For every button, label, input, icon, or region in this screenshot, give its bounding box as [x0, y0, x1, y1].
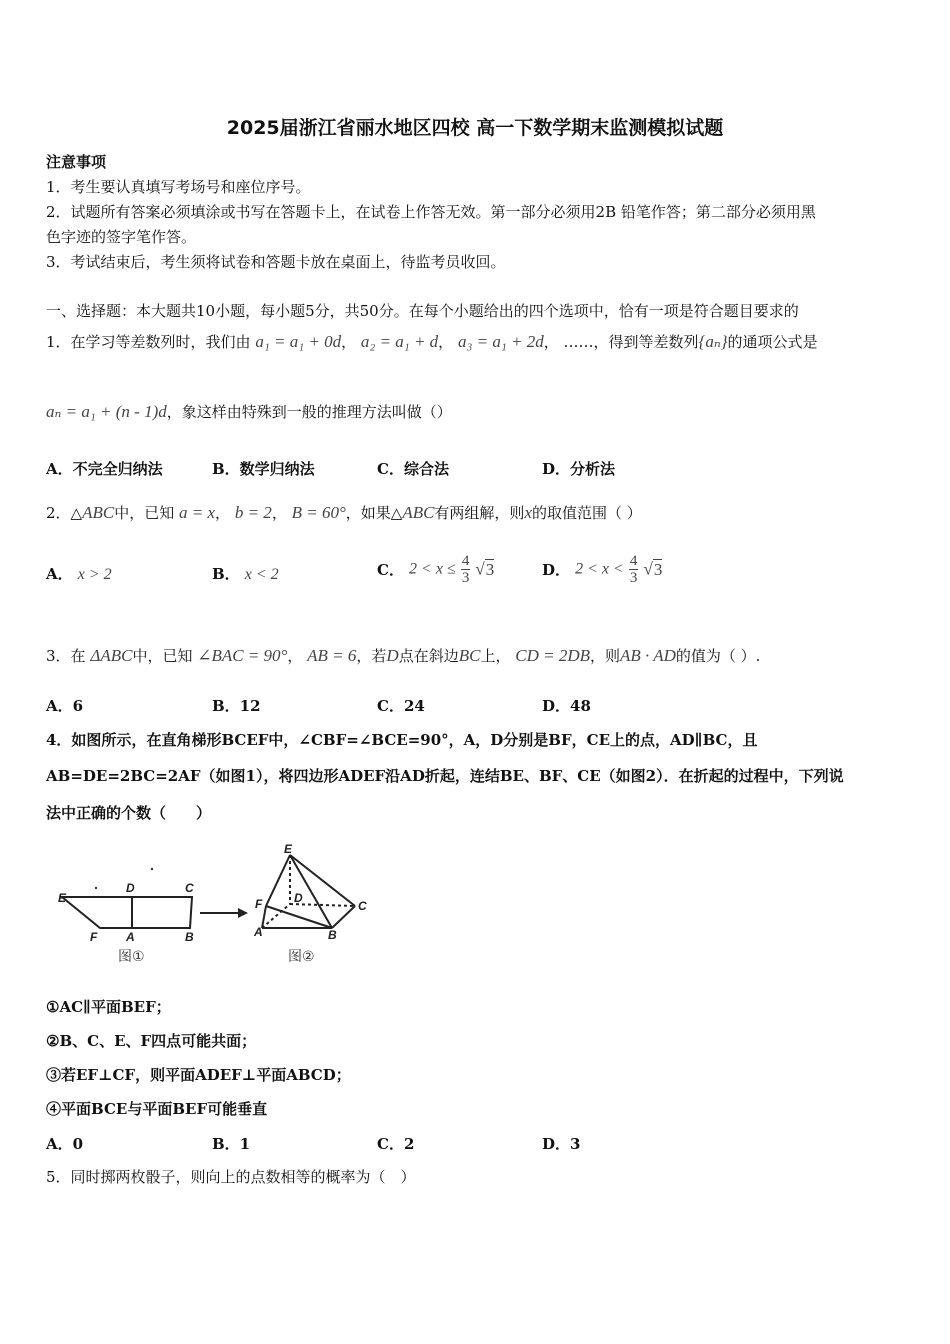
label-B: B [185, 930, 194, 944]
question-text: 有两组解，则 [434, 504, 525, 522]
separator: ， [438, 333, 454, 351]
condition: b = 2 [234, 503, 272, 522]
question-text: △ [70, 504, 83, 522]
option-label: B． [212, 565, 240, 583]
question-number: 2． [46, 504, 71, 522]
sqrt-symbol: √3 [475, 559, 495, 579]
question-4-line: 4．如图所示，在直角梯形BCEF中，∠CBF=∠BCE=90°，A，D分别是BF，CE上的点，AD∥BC，且 [46, 731, 758, 749]
notice-item: 3．考试结束后，考生须将试卷和答题卡放在桌面上，待监考员收回。 [46, 253, 506, 271]
separator: ， [341, 333, 357, 351]
statement-1: ①AC∥平面BEF； [46, 998, 171, 1016]
question-text: ，得到等差数列 [593, 333, 699, 351]
option-b[interactable] [212, 563, 279, 584]
fraction [461, 553, 471, 586]
section-heading: 一、选择题：本大题共10小题，每小题5分，共50分。在每个小题给出的四个选项中，恰有一项是符合题目要求的 [46, 302, 799, 320]
dot-product: AB · AD [620, 646, 676, 665]
sqrt-symbol: √3 [643, 559, 663, 579]
separator: ， [215, 504, 231, 522]
question-1-stem-cont [46, 402, 452, 422]
separator: ， [271, 504, 287, 522]
question-4-line: AB=DE=2BC=2AF（如图1），将四边形ADEF沿AD折起，连结BE、BF、CE（如图2）．在折起的过程中，下列说 [46, 767, 844, 785]
edge-bc [332, 906, 355, 928]
question-text: ，则 [590, 647, 621, 665]
option-d[interactable]: D．3 [542, 1135, 581, 1153]
figures [40, 840, 380, 975]
label-E: E [58, 891, 67, 905]
question-5-stem: 5．同时掷两枚骰子，则向上的点数相等的概率为（ ） [46, 1168, 416, 1186]
separator: ， [287, 647, 303, 665]
label-A: A [126, 930, 135, 944]
notice-item: 2．试题所有答案必须填涂或书写在答题卡上，在试卷上作答无效。第一部分必须用2B 铅笔作答；第二部分必须用黑 [46, 203, 816, 221]
formula: a₃ = a₁ + 2d [457, 332, 544, 351]
question-text: 的通项公式是 [727, 333, 818, 351]
condition: CD = 2DB [515, 646, 590, 665]
label-F: F [90, 930, 98, 944]
stray-dot [95, 887, 97, 889]
page-title: 2025届浙江省丽水地区四校 高一下数学期末监测模拟试题 [226, 117, 724, 139]
question-4-line: 法中正确的个数（ ） [46, 804, 212, 822]
point-label: D [386, 646, 399, 665]
option-c[interactable]: C．24 [377, 697, 425, 715]
segment-label: BC [458, 646, 481, 665]
fold-arrow [200, 908, 248, 918]
option-expression: 2 < x ≤ [409, 560, 456, 578]
label-C: C [185, 881, 194, 895]
figure-1 [62, 897, 192, 928]
option-label: A． [46, 565, 73, 583]
option-c[interactable]: C．2 [377, 1135, 415, 1153]
trapezoid-shape [62, 897, 192, 928]
option-d[interactable]: D．分析法 [542, 460, 616, 478]
condition: a = x [179, 503, 216, 522]
option-expression: 2 < x < [575, 560, 624, 578]
statement-4: ④平面BCE与平面BEF可能垂直 [46, 1100, 268, 1118]
label-F: F [255, 897, 263, 911]
option-b[interactable]: B．12 [212, 697, 261, 715]
question-text: ，如果△ [345, 504, 403, 522]
option-b[interactable]: B．数学归纳法 [212, 460, 315, 478]
condition: AB = 6 [307, 646, 357, 665]
figure-2 [262, 855, 355, 928]
fraction-denominator: 3 [629, 570, 638, 586]
edge-ef [266, 855, 290, 906]
label-A: A [254, 925, 263, 939]
option-d[interactable] [542, 553, 662, 586]
option-label: D． [542, 561, 571, 579]
label-B: B [328, 928, 337, 942]
statement-2: ②B、C、E、F四点可能共面； [46, 1032, 257, 1050]
formula: a₁ = a₁ + 0d [255, 332, 342, 351]
stray-dot [151, 868, 153, 870]
question-text: 点在斜边 [398, 647, 459, 665]
label-D: D [294, 891, 303, 905]
fraction-numerator: 4 [461, 553, 470, 569]
option-b[interactable]: B．1 [212, 1135, 251, 1153]
figure-1-caption: 图① [118, 949, 145, 965]
question-text: ，象这样由特殊到一般的推理方法叫做（） [166, 403, 452, 421]
question-number: 1． [46, 333, 71, 351]
question-text: 上， [480, 647, 511, 665]
question-text: 的取值范围（ ） [531, 504, 642, 522]
label-D: D [126, 881, 135, 895]
notice-heading: 注意事项 [46, 153, 107, 171]
fraction-numerator: 4 [629, 553, 638, 569]
radicand: 3 [653, 559, 663, 579]
statement-3: ③若EF⊥CF，则平面ADEF⊥平面ABCD； [46, 1066, 351, 1084]
question-3-stem [46, 646, 760, 666]
question-text: 在学习等差数列时，我们由 [70, 333, 251, 351]
option-label: C． [377, 561, 404, 579]
triangle-label: ΔABC [90, 646, 133, 665]
formula: a₂ = a₁ + d [360, 332, 439, 351]
variable: x [524, 503, 532, 522]
question-text: ，若 [356, 647, 387, 665]
option-c[interactable]: C．综合法 [377, 460, 449, 478]
option-a[interactable]: A．0 [46, 1135, 84, 1153]
option-a[interactable]: A．6 [46, 697, 84, 715]
question-1-stem [46, 332, 916, 352]
label-C: C [358, 899, 367, 913]
radicand: 3 [485, 559, 495, 579]
general-term-formula: aₙ = a₁ + (n - 1)d [46, 402, 167, 421]
sequence-symbol: {aₙ} [698, 332, 728, 351]
fraction-denominator: 3 [461, 570, 470, 586]
option-expression: x < 2 [244, 566, 279, 583]
triangle-label: ABC [402, 503, 435, 522]
separator: ， [543, 333, 559, 351]
question-text: 中，已知 [132, 647, 193, 665]
option-d[interactable]: D．48 [542, 697, 591, 715]
question-text: 中，已知 [114, 504, 175, 522]
option-a[interactable] [46, 563, 112, 584]
notice-item: 1．考生要认真填写考场号和座位序号。 [46, 178, 311, 196]
condition: B = 60° [291, 503, 346, 522]
condition: ∠BAC = 90° [197, 646, 288, 665]
question-2-stem [46, 503, 642, 523]
label-E: E [284, 842, 293, 856]
fraction [629, 553, 639, 586]
option-c[interactable] [377, 553, 494, 586]
option-expression: x > 2 [77, 566, 112, 583]
triangle-label: ABC [82, 503, 115, 522]
ellipsis: …… [563, 333, 594, 351]
question-number: 3． [46, 647, 71, 665]
question-text: 的值为（ ）. [675, 647, 761, 665]
option-a[interactable]: A．不完全归纳法 [46, 460, 163, 478]
notice-item: 色字迹的签字笔作答。 [46, 228, 197, 246]
figure-2-caption: 图② [288, 949, 315, 965]
question-text: 在 [70, 647, 86, 665]
